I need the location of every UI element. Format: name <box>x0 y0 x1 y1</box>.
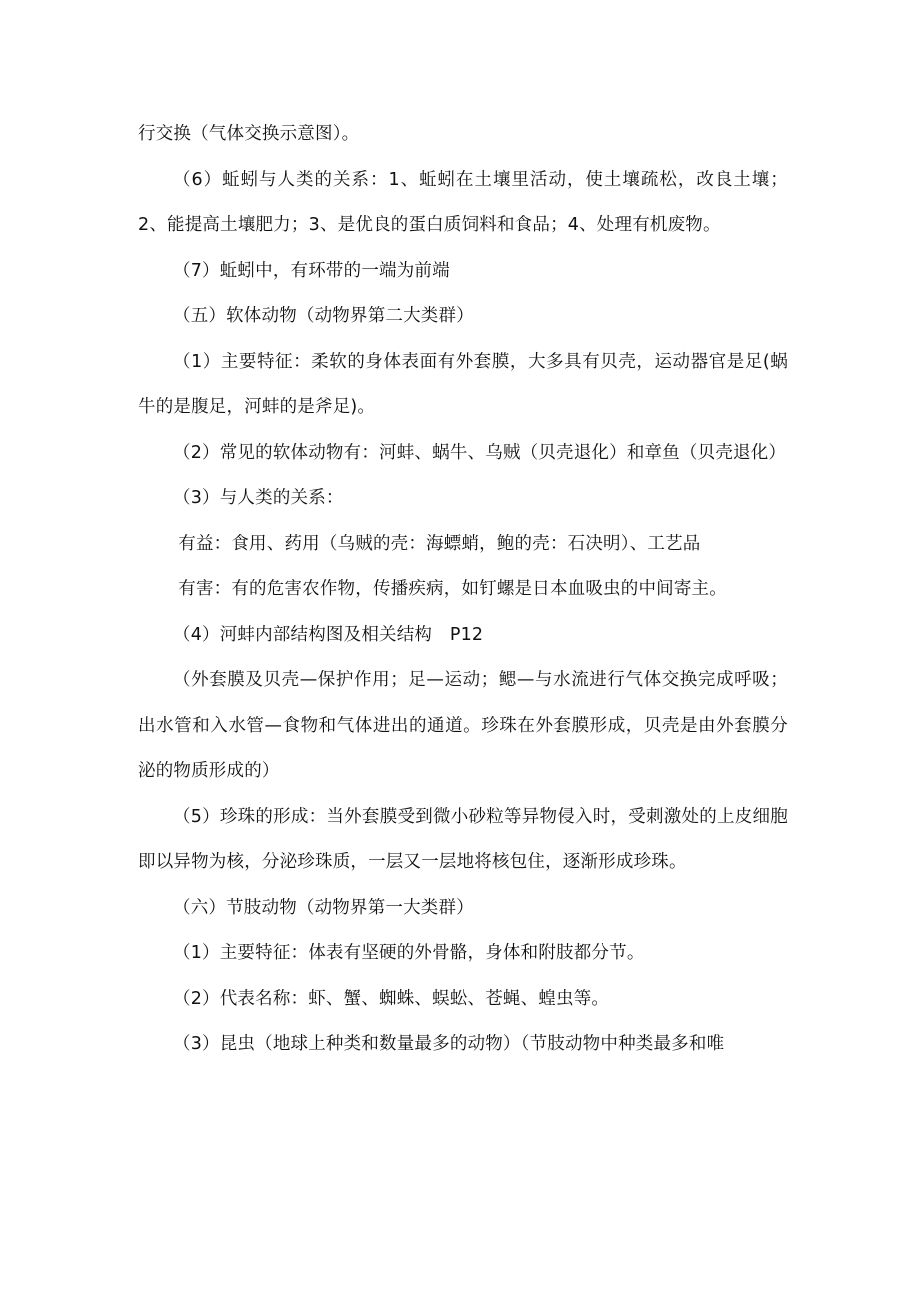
line-harmful: 有害：有的危害农作物，传播疾病，如钉螺是日本血吸虫的中间寄主。 <box>178 579 727 599</box>
paragraph-earthworm-relation: （6）蚯蚓与人类的关系：1、蚯蚓在土壤里活动，使土壤疏松，改良土壤；2、能提高土壤肥力；3、是优良的蛋白质饲料和食品；4、处理有机废物。 <box>138 169 788 235</box>
section-heading-mollusca: （五）软体动物（动物界第二大类群） <box>173 306 474 326</box>
paragraph-mussel-structure: （4）河蚌内部结构图及相关结构 P12 <box>173 624 484 645</box>
paragraph-pearl-formation: （5）珍珠的形成：当外套膜受到微小砂粒等异物侵入时，受刺激处的上皮细胞即以异物为核，分泌珍珠质，一层又一层地将核包住，逐渐形成珍珠。 <box>138 806 788 872</box>
paragraph-arthropoda-features: （1）主要特征：体表有坚硬的外骨骼，身体和附肢都分节。 <box>173 943 645 963</box>
paragraph-continuation: 行交换（气体交换示意图）。 <box>138 124 360 144</box>
paragraph-insects: （3）昆虫（地球上种类和数量最多的动物）（节肢动物中种类最多和唯 <box>173 1034 725 1054</box>
document-body <box>138 112 788 1068</box>
line-beneficial: 有益：食用、药用（乌贼的壳：海螵蛸，鲍的壳：石决明）、工艺品 <box>178 533 701 554</box>
paragraph-mollusca-features: （1）主要特征：柔软的身体表面有外套膜，大多具有贝壳，运动器官是足(蜗牛的是腹足，河蚌的是斧足)。 <box>138 351 788 417</box>
paragraph-mollusca-examples: （2）常见的软体动物有：河蚌、蜗牛、乌贼（贝壳退化）和章鱼（贝壳退化） <box>173 442 787 463</box>
paragraph-earthworm-front: （7）蚯蚓中，有环带的一端为前端 <box>173 260 450 281</box>
paragraph-mussel-functions: （外套膜及贝壳—保护作用；足—运动；鳃—与水流进行气体交换完成呼吸；出水管和入水管—食物和气体进出的通道。珍珠在外套膜形成，贝壳是由外套膜分泌的物质形成的） <box>138 670 788 781</box>
section-heading-arthropoda: （六）节肢动物（动物界第一大类群） <box>173 897 474 918</box>
paragraph-mollusca-relation: （3）与人类的关系： <box>173 488 344 508</box>
paragraph-arthropoda-examples: （2）代表名称：虾、蟹、蜘蛛、蜈蚣、苍蝇、蝗虫等。 <box>173 988 610 1009</box>
